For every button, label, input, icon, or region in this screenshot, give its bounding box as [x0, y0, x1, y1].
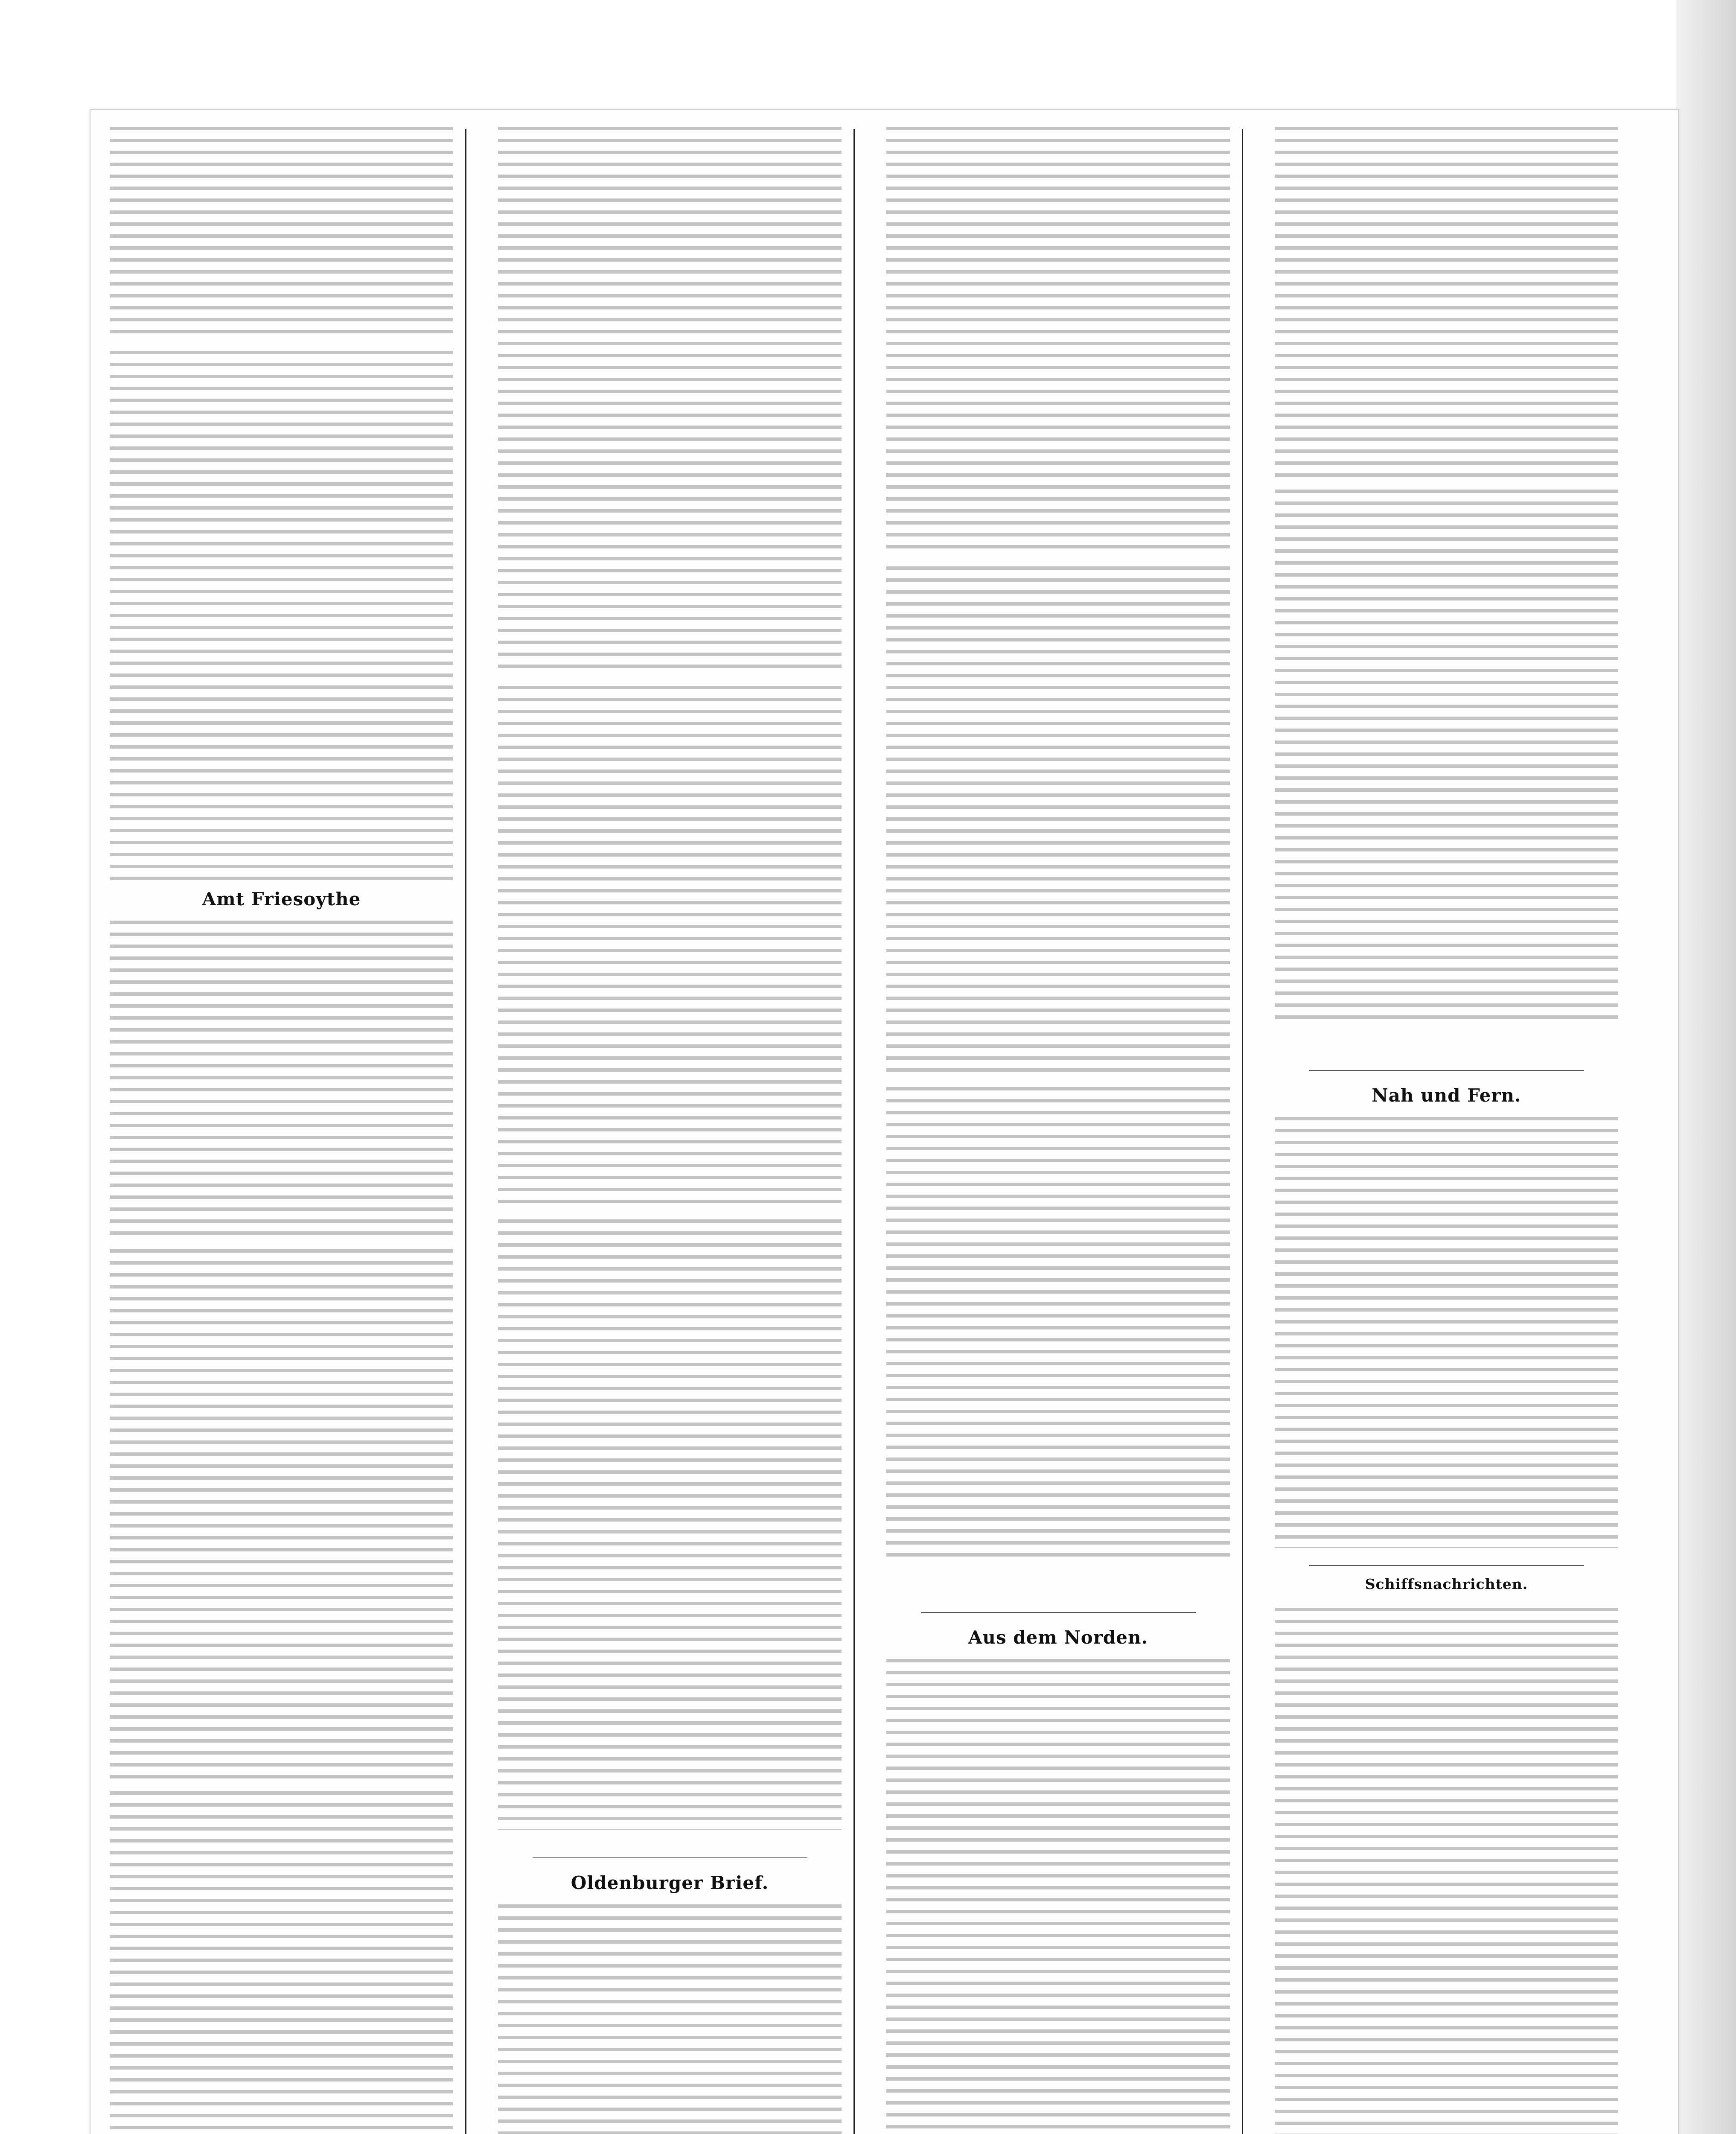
text-block: [498, 686, 842, 1207]
text-block: [110, 1249, 453, 1778]
text-block: [1275, 490, 1618, 1023]
section-heading: Nah und Fern.: [1372, 1085, 1521, 1106]
text-block: [886, 1659, 1230, 2134]
section-divider: [533, 1857, 807, 1858]
section-heading: Oldenburger Brief.: [571, 1872, 769, 1893]
text-block: [110, 127, 453, 340]
text-block: [110, 351, 453, 880]
column-rule: [1242, 129, 1243, 2134]
text-block: [886, 127, 1230, 554]
section-heading: Aus dem Norden.: [968, 1627, 1148, 1648]
section-heading: Amt Friesoythe: [202, 889, 361, 910]
text-block: [886, 1087, 1230, 1565]
section-heading: Schiffsnachrichten.: [1365, 1576, 1528, 1592]
newspaper-page: [90, 109, 1679, 2134]
binding-shadow: [1676, 0, 1736, 2134]
column-1: [110, 127, 453, 2134]
text-block: [1275, 1608, 1618, 2134]
section-divider: [1309, 1565, 1584, 1566]
text-block: [110, 1791, 453, 2134]
text-block: [1275, 1117, 1618, 1548]
text-block: [1275, 127, 1618, 477]
text-block: [498, 1904, 842, 2134]
text-block: [498, 1219, 842, 1830]
column-rule: [853, 129, 855, 2134]
text-block: [110, 921, 453, 1236]
column-4: [1275, 127, 1618, 2134]
text-block: [498, 127, 842, 673]
column-2: [498, 127, 842, 2134]
section-divider: [1309, 1070, 1584, 1071]
section-divider: [921, 1612, 1196, 1613]
column-3: [886, 127, 1230, 2134]
text-block: [886, 566, 1230, 1074]
column-rule: [465, 129, 466, 2134]
